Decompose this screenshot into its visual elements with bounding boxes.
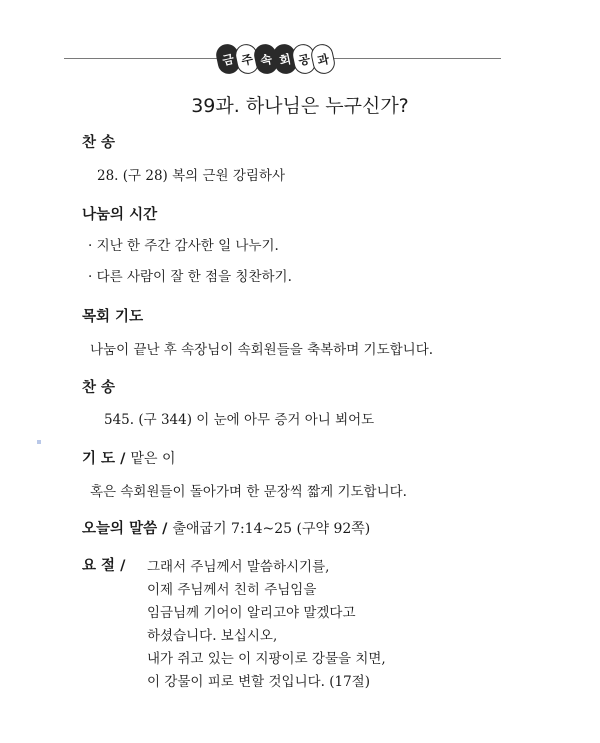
prayer-heading-label: 기 도 / — [82, 451, 126, 467]
key-verse-line-1: 그래서 주님께서 말씀하시기를, — [147, 559, 330, 575]
key-verse-heading: 요 절 / — [82, 558, 126, 574]
hymn2-text: 545. (구 344) 이 눈에 아무 증거 아니 뵈어도 — [104, 412, 375, 428]
sharing-item-1: · 지난 한 주간 감사한 일 나누기. — [88, 238, 279, 254]
badge-char-1: 금 — [214, 42, 242, 76]
prayer-text: 혹은 속회원들이 돌아가며 한 문장씩 짧게 기도합니다. — [90, 484, 407, 500]
word-heading — [82, 517, 370, 538]
hymn2-heading: 찬 송 — [82, 380, 116, 396]
pastoral-prayer-heading: 목회 기도 — [82, 309, 144, 325]
scripture-reference: 출애굽기 7:14~25 (구약 92쪽) — [172, 521, 371, 537]
hymn1-heading: 찬 송 — [82, 135, 116, 151]
header-badge — [217, 44, 331, 74]
key-verse-line-6: 이 강물이 피로 변할 것입니다. (17절) — [147, 674, 370, 690]
hymn1-text: 28. (구 28) 복의 근원 강림하사 — [97, 168, 286, 184]
badge-char-2: 주 — [233, 42, 261, 76]
key-verse-line-3: 임금님께 기어이 알리고야 말겠다고 — [147, 605, 356, 621]
pastoral-prayer-text: 나눔이 끝난 후 속장님이 속회원들을 축복하며 기도합니다. — [90, 342, 434, 358]
word-heading-label: 오늘의 말씀 / — [82, 521, 168, 537]
badge-char-4: 회 — [271, 42, 299, 76]
badge-char-6: 과 — [309, 42, 337, 76]
lesson-title: 39과. 하나님은 누구신가? — [191, 95, 409, 117]
sharing-item-2: · 다른 사람이 잘 한 점을 칭찬하기. — [88, 269, 292, 285]
sharing-heading: 나눔의 시간 — [82, 207, 158, 223]
key-verse-line-4: 하셨습니다. 보십시오, — [147, 628, 278, 644]
key-verse-line-2: 이제 주님께서 친히 주님임을 — [147, 582, 317, 598]
badge-char-5: 공 — [290, 42, 318, 76]
key-verse-line-5: 내가 쥐고 있는 이 지팡이로 강물을 치면, — [147, 651, 386, 667]
prayer-heading — [82, 447, 176, 468]
badge-char-3: 속 — [252, 42, 280, 76]
prayer-leader: 맡은 이 — [130, 451, 176, 467]
margin-mark — [37, 440, 41, 444]
